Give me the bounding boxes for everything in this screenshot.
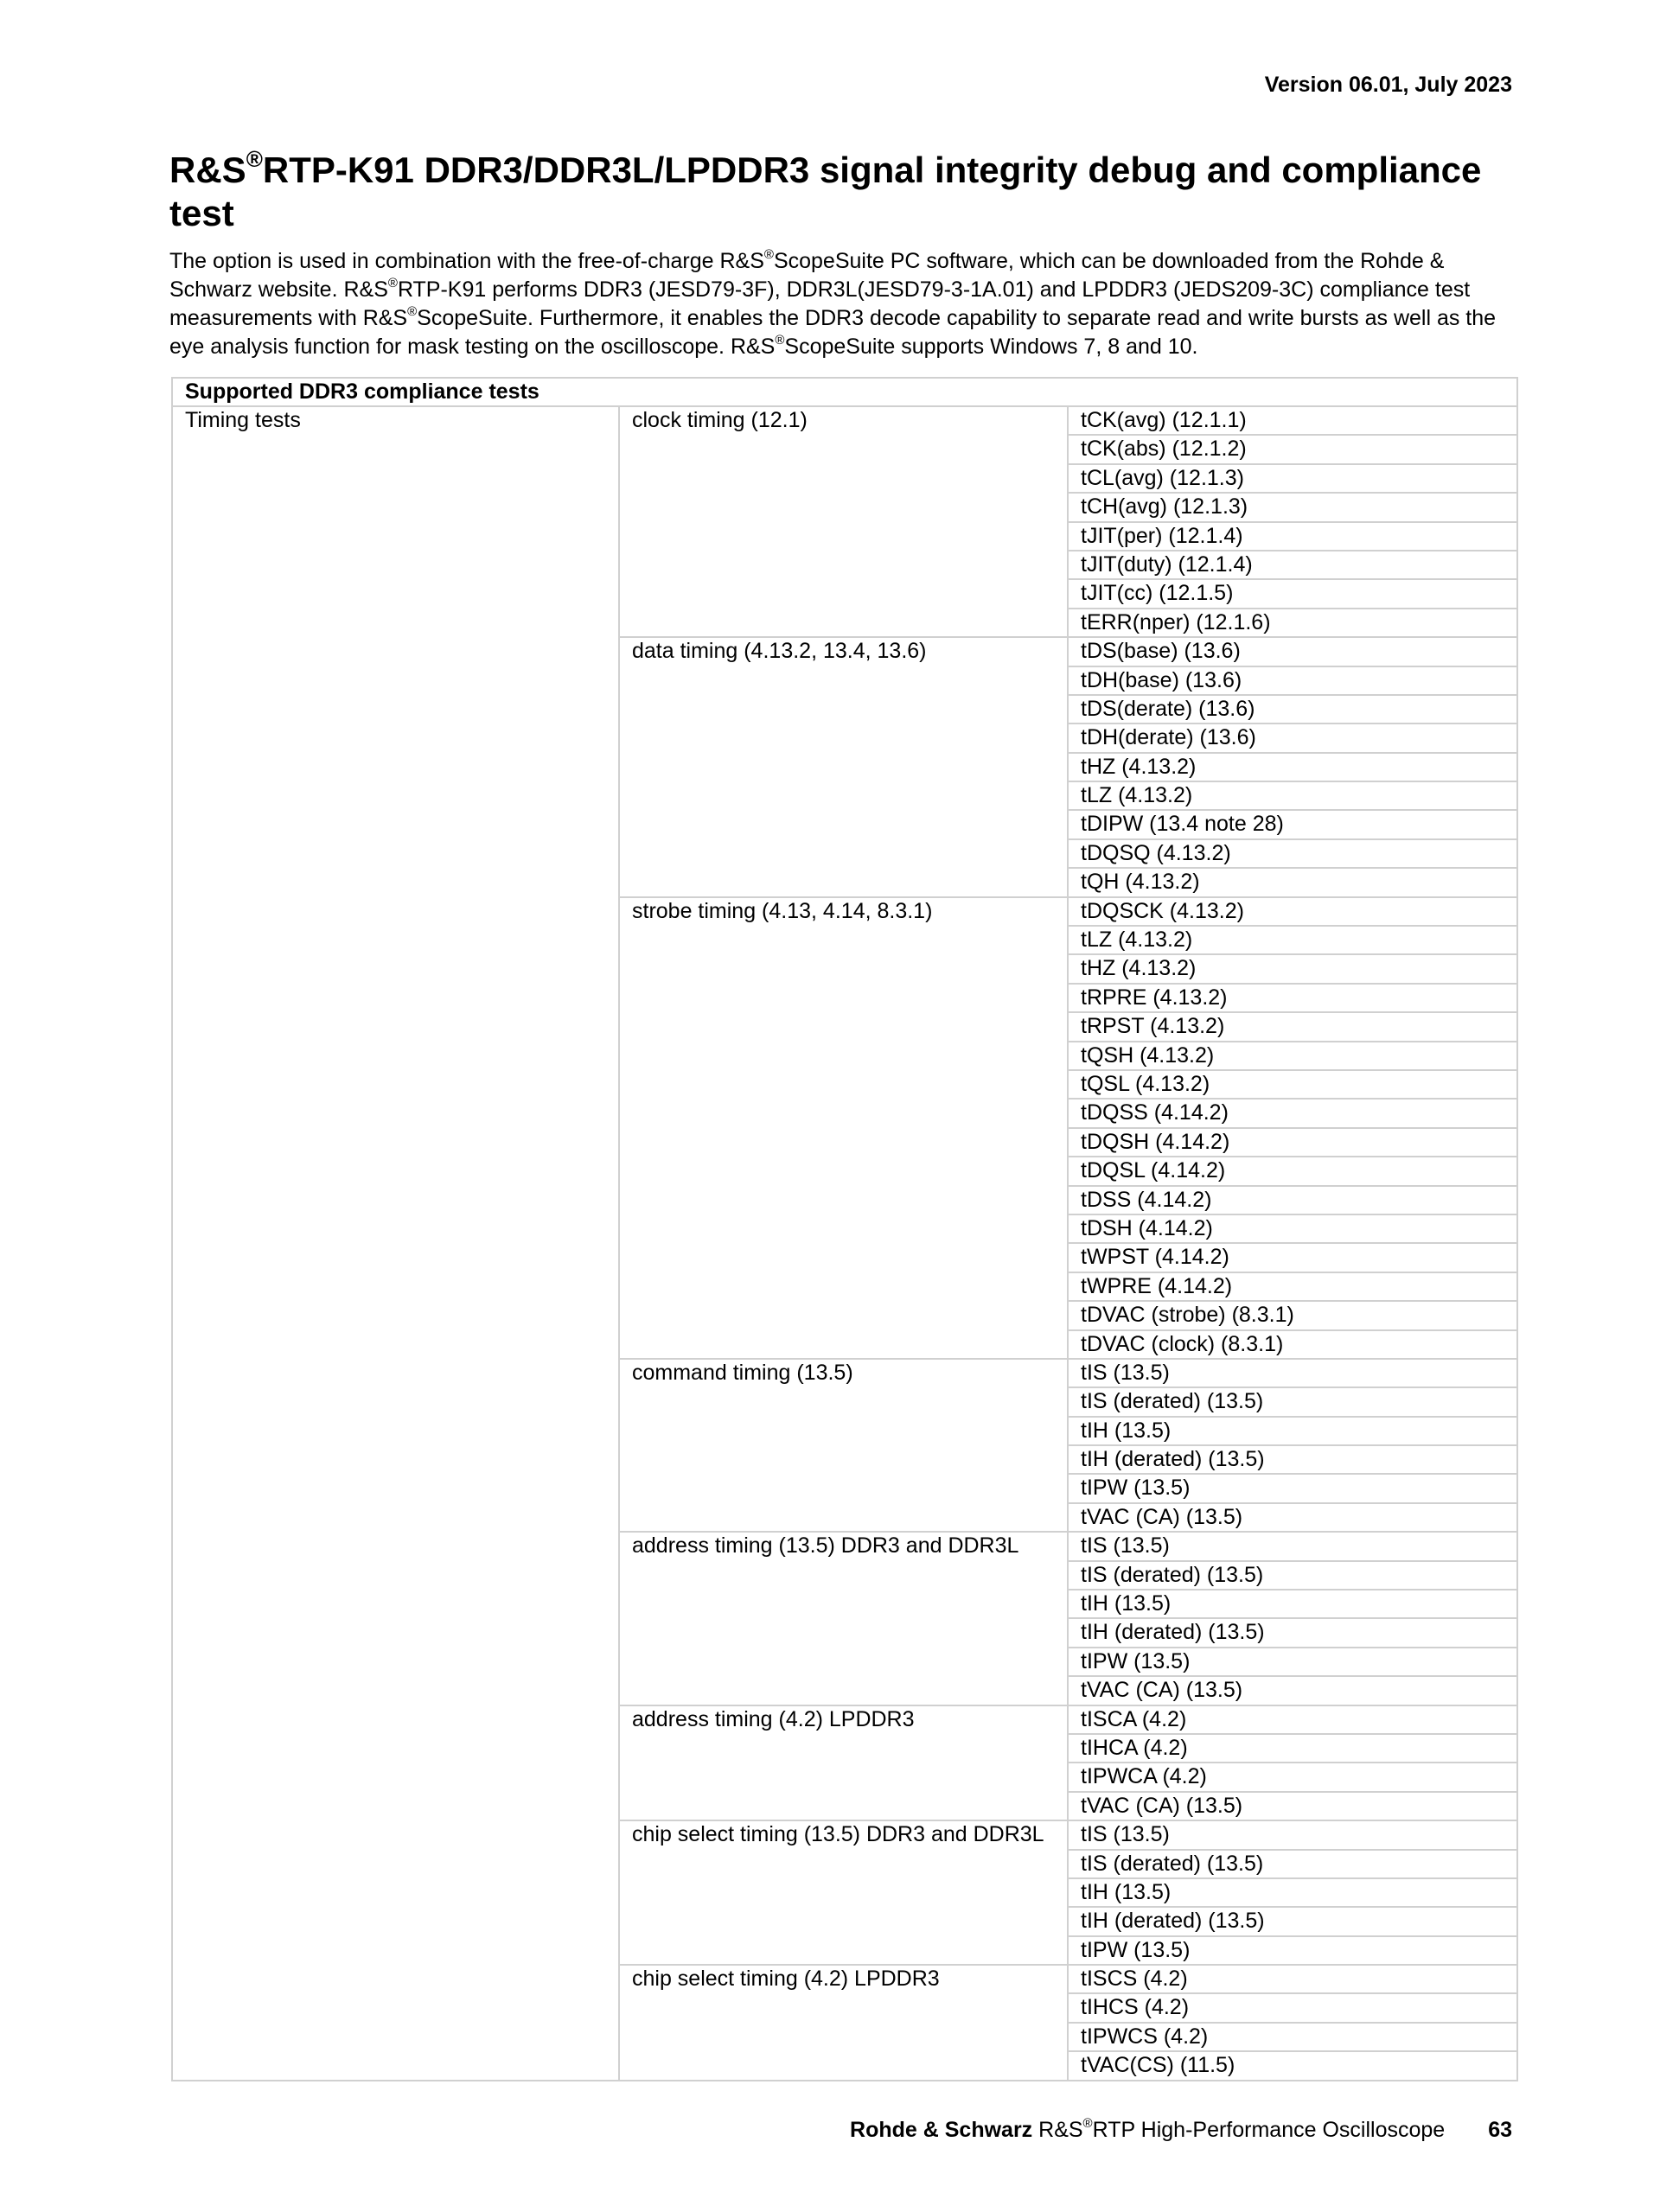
test-item: tVAC (CA) (13.5): [1068, 1792, 1517, 1820]
test-item: tLZ (4.13.2): [1068, 781, 1517, 810]
compliance-tests-table-container: [171, 377, 1516, 2081]
test-item: tIHCA (4.2): [1068, 1734, 1517, 1763]
registered-mark: ®: [246, 146, 263, 172]
title-brand: R&S: [169, 150, 246, 190]
test-item: tIH (derated) (13.5): [1068, 1618, 1517, 1647]
test-item: tIPW (13.5): [1068, 1474, 1517, 1502]
table-row: [172, 406, 1517, 435]
test-item: tVAC(CS) (11.5): [1068, 2051, 1517, 2080]
test-group: command timing (13.5): [619, 1359, 1068, 1532]
footer-product-prefix: R&S: [1038, 2118, 1083, 2142]
test-group: strobe timing (4.13, 4.14, 8.3.1): [619, 897, 1068, 1359]
registered-mark: ®: [387, 276, 398, 290]
test-item: tJIT(per) (12.1.4): [1068, 522, 1517, 551]
compliance-tests-table: [171, 377, 1518, 2081]
registered-mark: ®: [763, 247, 774, 262]
test-item: tDH(base) (13.6): [1068, 666, 1517, 695]
test-item: tIS (derated) (13.5): [1068, 1387, 1517, 1416]
test-item: tDH(derate) (13.6): [1068, 724, 1517, 752]
table-heading: Supported DDR3 compliance tests: [172, 378, 1517, 406]
test-item: tIPWCA (4.2): [1068, 1763, 1517, 1791]
test-item: tDVAC (clock) (8.3.1): [1068, 1330, 1517, 1359]
test-item: tDVAC (strobe) (8.3.1): [1068, 1301, 1517, 1329]
test-item: tDS(base) (13.6): [1068, 637, 1517, 666]
test-item: tCL(avg) (12.1.3): [1068, 464, 1517, 493]
test-item: tQSL (4.13.2): [1068, 1070, 1517, 1099]
test-item: tHZ (4.13.2): [1068, 954, 1517, 983]
test-item: tIH (13.5): [1068, 1590, 1517, 1618]
test-item: tDQSH (4.14.2): [1068, 1128, 1517, 1157]
footer-company: Rohde & Schwarz: [850, 2118, 1033, 2142]
test-item: tWPST (4.14.2): [1068, 1243, 1517, 1272]
test-item: tIS (derated) (13.5): [1068, 1850, 1517, 1878]
table-header-row: [172, 378, 1517, 406]
test-group: data timing (4.13.2, 13.4, 13.6): [619, 637, 1068, 897]
title-text: RTP-K91 DDR3/DDR3L/LPDDR3 signal integrity debug and compliance test: [169, 150, 1482, 233]
test-item: tDS(derate) (13.6): [1068, 695, 1517, 724]
test-item: tWPRE (4.14.2): [1068, 1272, 1517, 1301]
intro-text: ScopeSuite PC software, which can be downloaded from the Rohde & Schwarz website. R&S: [169, 249, 1445, 302]
test-item: tJIT(cc) (12.1.5): [1068, 579, 1517, 608]
section-title: [169, 146, 1518, 235]
test-item: tIHCS (4.2): [1068, 1993, 1517, 2022]
test-item: tIS (13.5): [1068, 1532, 1517, 1560]
test-item: tIS (13.5): [1068, 1359, 1517, 1387]
intro-text: RTP-K91 performs DDR3 (JESD79-3F), DDR3L(JESD79-3-1A.01) and LPDDR3 (JEDS209-3C) compliance test measurements with R&S: [169, 277, 1471, 330]
test-item: tHZ (4.13.2): [1068, 753, 1517, 781]
test-item: tJIT(duty) (12.1.4): [1068, 551, 1517, 579]
footer-product: RTP High-Performance Oscilloscope: [1092, 2118, 1446, 2142]
test-group: chip select timing (13.5) DDR3 and DDR3L: [619, 1820, 1068, 1965]
test-item: tIPW (13.5): [1068, 1936, 1517, 1965]
test-item: tDQSL (4.14.2): [1068, 1157, 1517, 1185]
test-item: tIH (derated) (13.5): [1068, 1907, 1517, 1935]
table-body: [172, 378, 1517, 2081]
test-item: tLZ (4.13.2): [1068, 926, 1517, 954]
test-item: tDQSQ (4.13.2): [1068, 839, 1517, 868]
test-group: address timing (13.5) DDR3 and DDR3L: [619, 1532, 1068, 1705]
test-item: tIS (derated) (13.5): [1068, 1561, 1517, 1590]
test-item: tDSH (4.14.2): [1068, 1214, 1517, 1243]
test-item: tIS (13.5): [1068, 1820, 1517, 1849]
page-number: 63: [1488, 2118, 1512, 2142]
intro-text: The option is used in combination with the free-of-charge R&S: [169, 249, 764, 273]
intro-text: ScopeSuite. Furthermore, it enables the DDR3 decode capability to separate read and write bursts as well as the eye analysis function for mask testing on the oscilloscope. R&S: [169, 306, 1497, 359]
test-category: Timing tests: [172, 406, 619, 2081]
registered-mark: ®: [407, 304, 418, 319]
registered-mark: ®: [1082, 2116, 1093, 2131]
test-group: address timing (4.2) LPDDR3: [619, 1705, 1068, 1821]
test-item: tDIPW (13.4 note 28): [1068, 810, 1517, 838]
intro-text: ScopeSuite supports Windows 7, 8 and 10.: [784, 335, 1198, 359]
test-item: tVAC (CA) (13.5): [1068, 1676, 1517, 1705]
test-item: tIH (derated) (13.5): [1068, 1445, 1517, 1474]
test-group: chip select timing (4.2) LPDDR3: [619, 1965, 1068, 2081]
test-item: tVAC (CA) (13.5): [1068, 1503, 1517, 1532]
test-item: tISCA (4.2): [1068, 1705, 1517, 1734]
test-item: tDSS (4.14.2): [1068, 1186, 1517, 1214]
test-item: tRPRE (4.13.2): [1068, 984, 1517, 1012]
test-item: tRPST (4.13.2): [1068, 1012, 1517, 1041]
test-group: clock timing (12.1): [619, 406, 1068, 637]
test-item: tISCS (4.2): [1068, 1965, 1517, 1993]
intro-paragraph: [169, 247, 1518, 361]
test-item: tCH(avg) (12.1.3): [1068, 493, 1517, 521]
test-item: tIPW (13.5): [1068, 1648, 1517, 1676]
document-version: Version 06.01, July 2023: [1264, 73, 1512, 97]
registered-mark: ®: [775, 333, 785, 347]
test-item: tERR(nper) (12.1.6): [1068, 609, 1517, 637]
test-item: tCK(abs) (12.1.2): [1068, 435, 1517, 463]
test-item: tDQSS (4.14.2): [1068, 1099, 1517, 1127]
test-item: tIH (13.5): [1068, 1878, 1517, 1907]
test-item: tCK(avg) (12.1.1): [1068, 406, 1517, 435]
test-item: tDQSCK (4.13.2): [1068, 897, 1517, 926]
test-item: tQSH (4.13.2): [1068, 1042, 1517, 1070]
test-item: tQH (4.13.2): [1068, 868, 1517, 896]
page-footer: [850, 2118, 1512, 2143]
test-item: tIPWCS (4.2): [1068, 2023, 1517, 2051]
test-item: tIH (13.5): [1068, 1417, 1517, 1445]
